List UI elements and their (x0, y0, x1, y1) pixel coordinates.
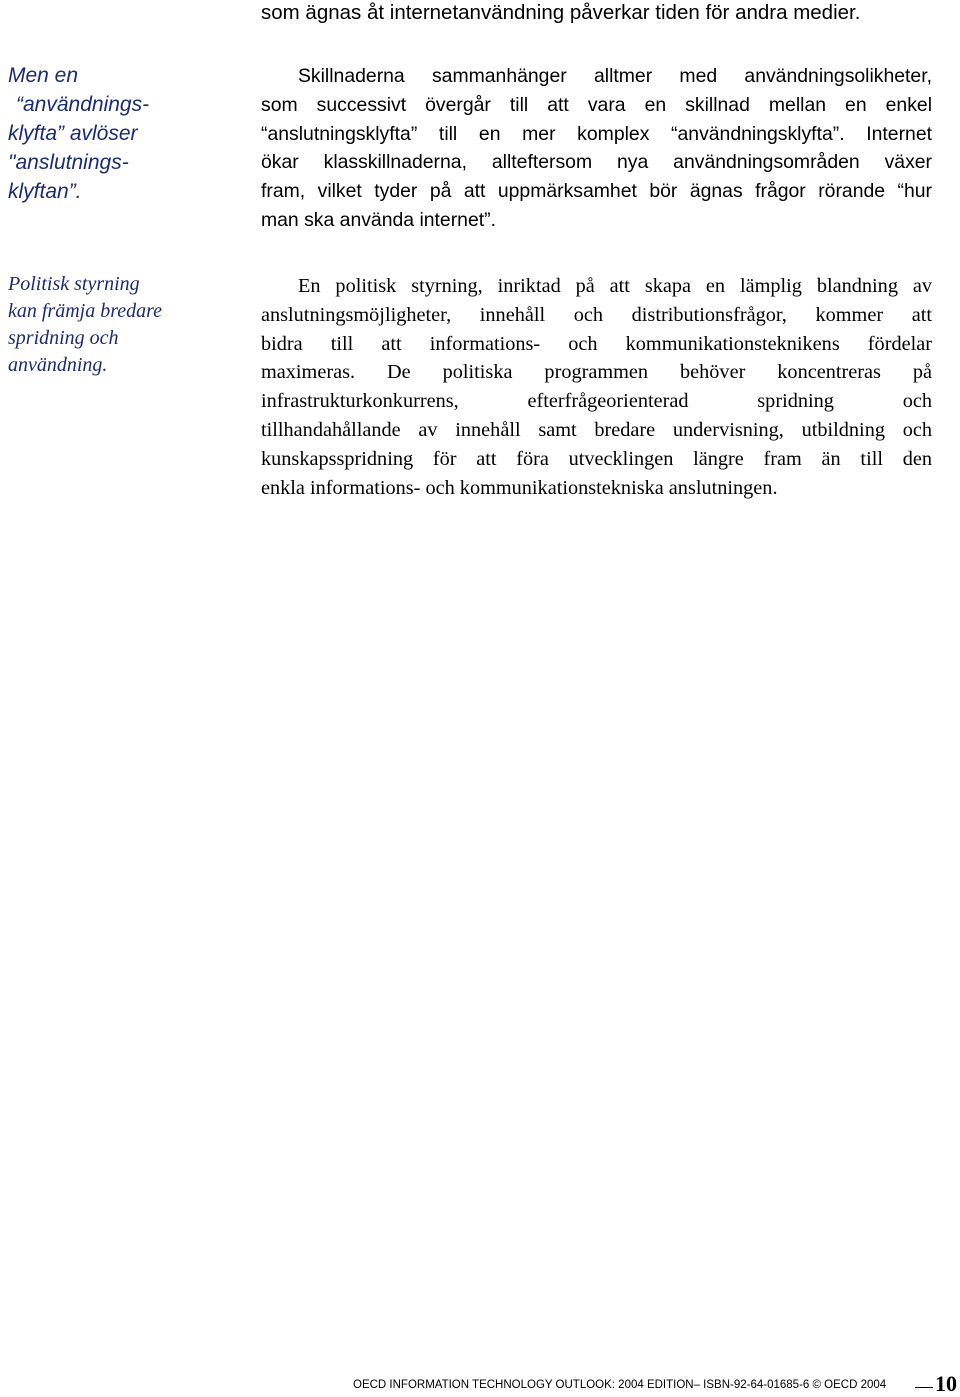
paragraph-line: anslutningsmöjligheter, innehåll och distributionsfrågor, kommer att (261, 303, 932, 326)
paragraph-line: enkla informations- och kommunikationstekniska anslutningen. (261, 476, 778, 499)
paragraph-line: “anslutningsklyfta” till en mer komplex “användningsklyfta”. Internet (261, 122, 932, 145)
paragraph-line: infrastrukturkonkurrens, efterfrågeorienterad spridning och (261, 390, 932, 413)
paragraph-line: som successivt övergår till att vara en skillnad mellan en enkel (261, 93, 932, 116)
margin-note-line: klyfta” avlöser (8, 122, 138, 145)
paragraph-policy (261, 272, 932, 502)
paragraph-line: En politisk styrning, inriktad på att skapa en lämplig blandning av (298, 275, 932, 297)
margin-note-line: klyftan”. (8, 180, 82, 203)
paragraph-line: kunskapsspridning för att föra utvecklingen längre fram än till den (261, 447, 932, 470)
paragraph-line: maximeras. De politiska programmen behöver koncentreras på (261, 361, 932, 384)
paragraph-usage-gap (261, 62, 932, 235)
paragraph-line: tillhandahållande av innehåll samt bredare undervisning, utbildning och (261, 418, 932, 441)
paragraph-line: Skillnaderna sammanhänger alltmer med användningsolikheter, (298, 65, 932, 87)
margin-note-line: användning. (8, 354, 108, 376)
footer-rule (915, 1387, 933, 1388)
continued-text-line: som ägnas åt internetanvändning påverkar tiden för andra medier. (261, 1, 861, 24)
paragraph-line: fram, vilket tyder på att uppmärksamhet bör ägnas frågor rörande “hur (261, 180, 932, 203)
paragraph-line: bidra till att informations- och kommunikationsteknikens fördelar (261, 332, 932, 355)
margin-note-line: Politisk styrning (8, 273, 140, 295)
margin-note-usage-gap (8, 61, 208, 206)
paragraph-line: ökar klasskillnaderna, allteftersom nya användningsområden växer (261, 151, 932, 174)
margin-note-line: spridning och (8, 327, 119, 349)
margin-note-line: kan främja bredare (8, 300, 163, 322)
margin-note-line: Men en (8, 64, 79, 87)
margin-note-line: “användnings- (16, 93, 150, 116)
margin-note-policy (8, 271, 208, 379)
page-number: 10 (935, 1371, 957, 1396)
margin-note-line: "anslutnings- (8, 151, 129, 174)
page-footer (353, 1371, 960, 1396)
paragraph-line: man ska använda internet”. (261, 208, 496, 231)
footer-citation: OECD INFORMATION TECHNOLOGY OUTLOOK: 2004 EDITION– ISBN-92-64-01685-6 © OECD 2004 (353, 1379, 887, 1391)
